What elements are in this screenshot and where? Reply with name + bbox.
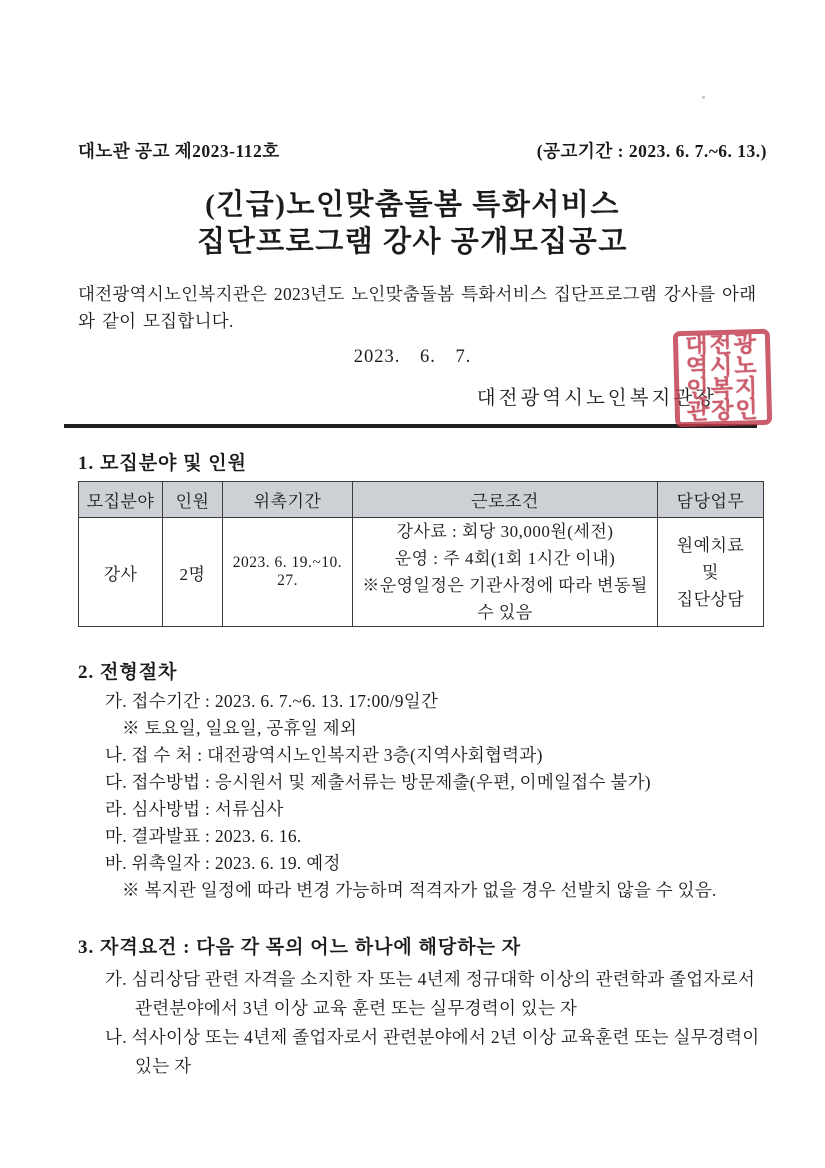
scan-artifact-dot (702, 96, 705, 99)
official-seal-stamp (673, 329, 772, 428)
header-field: 모집분야 (79, 482, 163, 518)
section2-heading: 2. 전형절차 (78, 662, 178, 683)
list-item: ※ 복지관 일정에 따라 변경 가능하며 적격자가 없을 경우 선발치 않을 수 있음. (122, 880, 717, 900)
header-conditions: 근로조건 (353, 482, 658, 518)
recruitment-table (78, 481, 764, 627)
duty-line: 및 (702, 562, 719, 582)
cell-conditions (353, 518, 658, 627)
intro-paragraph: 대전광역시노인복지관은 2023년도 노인맞춤돌봄 특화서비스 집단프로그램 강사를 아래와 같이 모집합니다. (78, 284, 757, 331)
cell-period: 2023. 6. 19.~10. 27. (223, 518, 353, 627)
divider-rule (64, 424, 757, 428)
header-duty: 담당업무 (658, 482, 764, 518)
doc-number: 대노관 공고 제2023-112호 (78, 141, 280, 161)
table-row (79, 518, 764, 627)
list-item: ※ 토요일, 일요일, 공휴일 제외 (122, 718, 358, 738)
list-item: 마. 결과발표 : 2023. 6. 16. (105, 826, 302, 846)
duty-line: 원예치료 (676, 535, 745, 555)
list-item: 가. 심리상담 관련 자격을 소지한 자 또는 4년제 정규대학 이상의 관련학과 졸업자로서 관련분야에서 3년 이상 교육 훈련 또는 실무경력이 있는 자 (105, 969, 756, 1018)
section1-heading: 1. 모집분야 및 인원 (78, 453, 247, 474)
signer-name: 대전광역시노인복지관장 (476, 388, 717, 409)
condition-line: 강사료 : 회당 30,000원(세전) (396, 522, 614, 541)
title-line-1: (긴급)노인맞춤돌봄 특화서비스 (205, 189, 620, 221)
cell-count: 2명 (163, 518, 223, 627)
section3-list (78, 965, 769, 1081)
condition-line: ※운영일정은 기관사정에 따라 변동될 수 있음 (362, 576, 648, 622)
section3-heading: 3. 자격요건 : 다음 각 목의 어느 하나에 해당하는 자 (78, 937, 522, 958)
table-header-row (79, 482, 764, 518)
document-header (78, 138, 767, 163)
cell-duty (658, 518, 764, 627)
header-period: 위촉기간 (223, 482, 353, 518)
duty-line: 집단상담 (676, 589, 745, 609)
list-item: 라. 심사방법 : 서류심사 (105, 799, 284, 819)
header-count: 인원 (163, 482, 223, 518)
page-title (0, 187, 825, 261)
condition-line: 운영 : 주 4회(1회 1시간 이내) (394, 549, 616, 568)
seal-text: 대전광역시노인복지관장인 (684, 331, 760, 424)
notice-period: (공고기간 : 2023. 6. 7.~6. 13.) (536, 141, 767, 161)
list-item: 나. 접 수 처 : 대전광역시노인복지관 3층(지역사회협력과) (105, 745, 543, 765)
list-item: 다. 접수방법 : 응시원서 및 제출서류는 방문제출(우편, 이메일접수 불가) (105, 772, 651, 792)
cell-field: 강사 (79, 518, 163, 627)
list-item: 가. 접수기간 : 2023. 6. 7.~6. 13. 17:00/9일간 (105, 691, 439, 711)
announcement-date: 2023. 6. 7. (353, 347, 472, 367)
list-item: 바. 위촉일자 : 2023. 6. 19. 예정 (105, 853, 341, 873)
title-line-2: 집단프로그램 강사 공개모집공고 (197, 226, 628, 258)
list-item: 나. 석사이상 또는 4년제 졸업자로서 관련분야에서 2년 이상 교육훈련 또는 실무경력이 있는 자 (105, 1027, 760, 1076)
section2-list (78, 688, 769, 904)
